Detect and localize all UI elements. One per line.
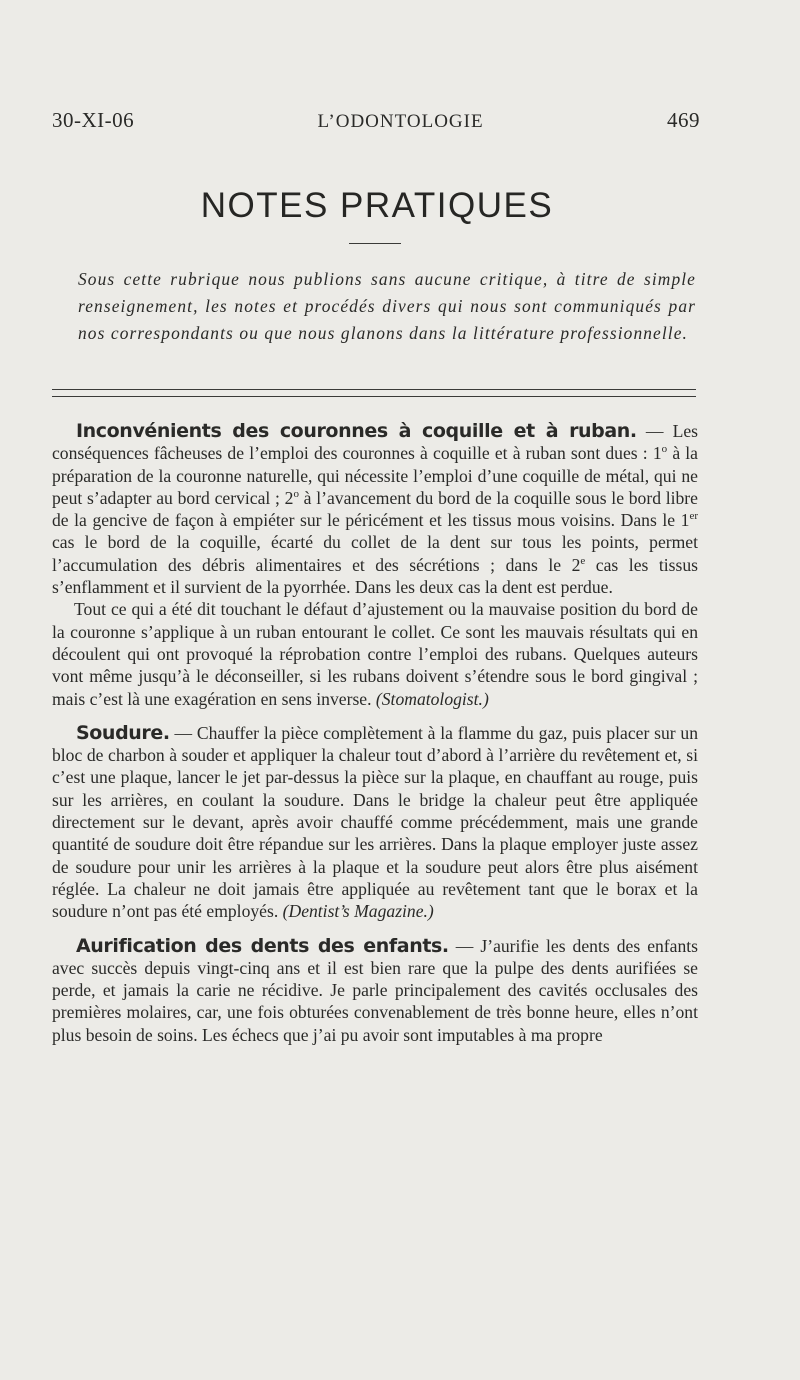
article-paragraph xyxy=(52,935,698,1046)
article-paragraph xyxy=(52,420,698,598)
paragraph-text: — J’aurifie les dents des enfants avec succès depuis vingt-cinq ans et il est bien rare que la pulpe des dents aurifiées se perde, et jamais la carie ne récidive. Je parle principalement des cavités occlusales des premières molaires, car, une fois obturées convenablement de très bonne heure, elles n’ont plus besoin de soins. Les échecs que j’ai pu avoir sont imputables à ma propre xyxy=(52,935,698,1045)
double-divider xyxy=(52,389,696,397)
ordinal-suffix: er xyxy=(689,510,698,523)
article-heading: Soudure. xyxy=(76,721,170,744)
running-head xyxy=(52,108,700,133)
article-source: (Dentist’s Magazine.) xyxy=(282,901,434,922)
paragraph-text: — Les conséquences fâcheuses de l’emploi des couronnes à coquille et à ruban sont dues : 1 xyxy=(52,421,698,464)
journal-name: L’ODONTOLOGIE xyxy=(317,111,484,132)
issue-date: 30-XI-06 xyxy=(52,108,135,132)
section-title: NOTES PRATIQUES xyxy=(200,186,554,225)
paragraph-text: cas les tissus s’enflamment et il survient de la pyorrhée. Dans les deux cas la dent est perdue. xyxy=(52,554,698,598)
ordinal-suffix: o xyxy=(661,443,668,456)
article-heading: Aurification des dents des enfants. xyxy=(76,934,449,957)
paragraph-text: cas le bord de la coquille, écarté du collet de la dent sur tous les points, permet l’accumulation des débris alimentaires et des sécrétions ; dans le 2 xyxy=(52,532,698,575)
article-paragraph xyxy=(52,722,698,923)
paragraph-text: Tout ce qui a été dit touchant le défaut d’ajustement ou la mauvaise position du bord de la couronne s’applique à un ruban entourant le collet. Ce sont les mauvais résultats qui en découlent qui ont provoqué la réprobation contre l’emploi des rubans. Quelques auteurs vont même jusqu’à le déconseiller, si les rubans doivent s’étendre sous le bord gingival ; mais c’est là une exagération en sens inverse. xyxy=(52,599,698,709)
page-number: 469 xyxy=(666,108,700,132)
paragraph-text: à la préparation de la couronne naturelle, qui nécessite l’emploi d’une coquille de métal, qui ne peut s’adapter au bord cervical ; 2 xyxy=(52,443,698,508)
article-heading: Inconvénients des couronnes à coquille et à ruban. xyxy=(76,420,637,442)
section-intro: Sous cette rubrique nous publions sans aucune critique, à titre de simple renseignement, les notes et procédés divers qui nous sont communiqués par nos correspondants ou que nous glanons dans la littérature professionnelle. xyxy=(78,269,696,343)
ordinal-suffix: e xyxy=(580,554,586,567)
ordinal-suffix: o xyxy=(293,488,299,501)
paragraph-text: — Chauffer la pièce complètement à la flamme du gaz, puis placer sur un bloc de charbon à souder et appliquer la chaleur tout d’abord à l’arrière du revêtement et, si c’est une plaque, lancer le jet par-dessus la pièce sur la plaque, en chauffant au rouge, puis sur les arrières, en coulant la soudure. Dans le bridge la chaleur peut être appliquée directement sur le devant, après avoir chauffé comme précédemment, mais une grande quantité de soudure doit être répandue sur les arrières. Dans la plaque employer juste assez de soudure pour unir les arrières à la plaque et la soudure peut alors être plus aisément réglée. La chaleur ne doit jamais être appliquée au revêtement tant que le borax et la soudure n’ont pas été employés. xyxy=(52,722,698,922)
article-paragraph xyxy=(52,598,698,709)
title-rule xyxy=(349,243,401,244)
article-body xyxy=(52,420,698,1046)
paragraph-text: à l’avancement du bord de la coquille sous le bord libre de la gencive de façon à empiéter sur le péricément et les tissus mous voisins. Dans le 1 xyxy=(52,487,698,531)
article-source: (Stomatologist.) xyxy=(375,688,489,709)
